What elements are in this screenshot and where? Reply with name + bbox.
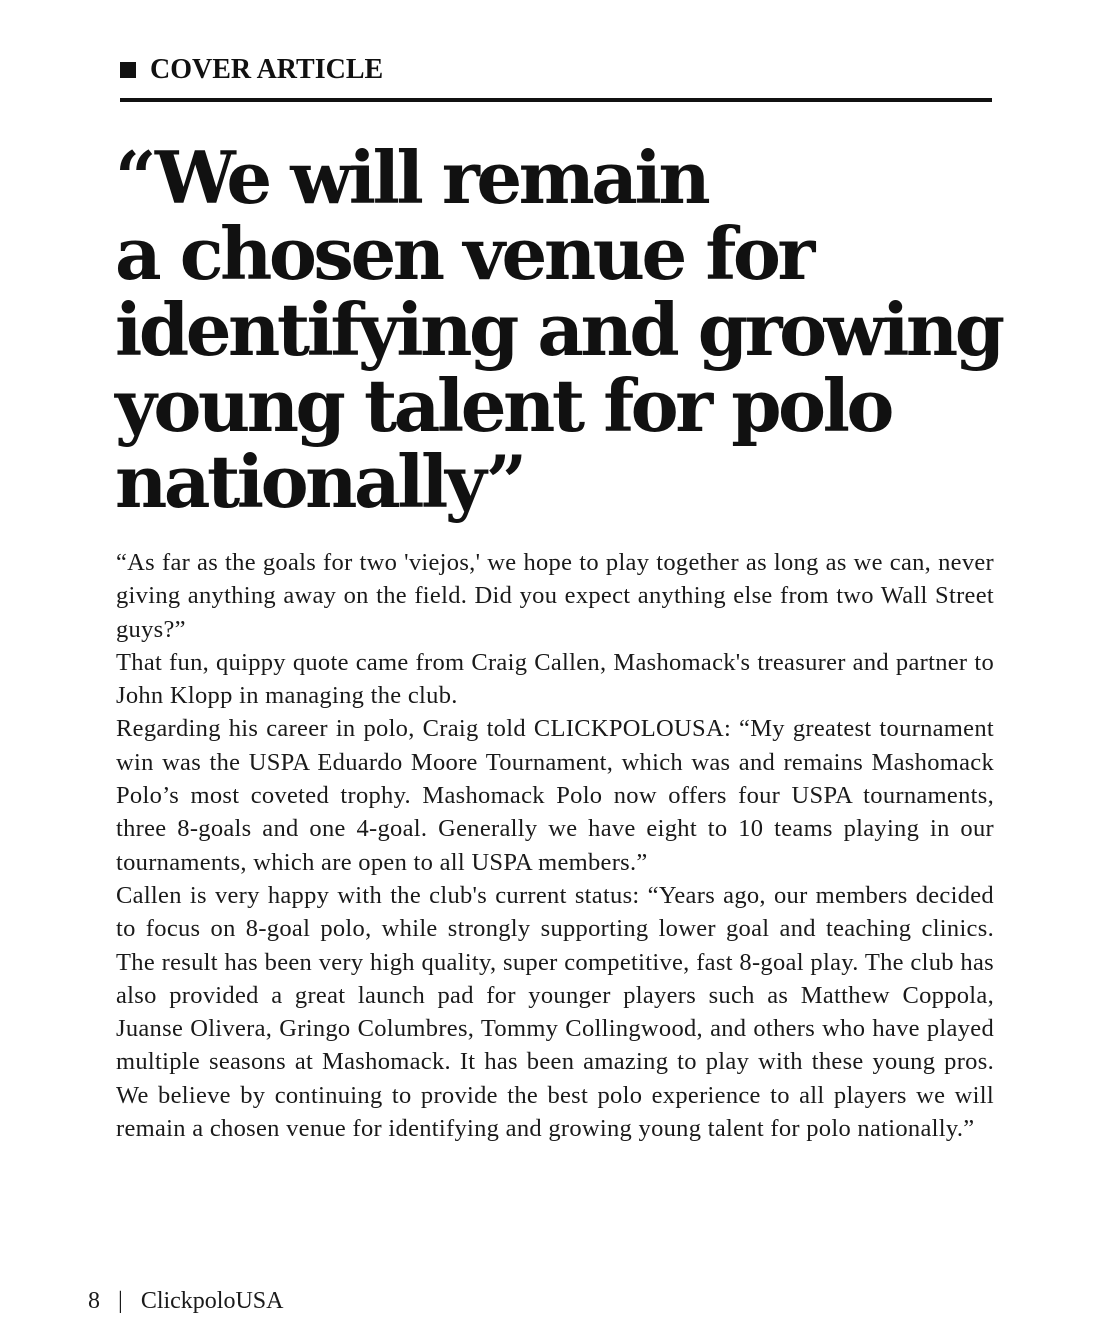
section-divider bbox=[120, 98, 992, 102]
headline-line: “We will remain bbox=[115, 135, 708, 220]
footer-spacer bbox=[129, 1288, 135, 1314]
headline-line: a chosen venue for bbox=[115, 211, 812, 296]
page-footer bbox=[88, 1286, 284, 1316]
footer-separator: | bbox=[118, 1288, 123, 1314]
body-paragraph: Regarding his career in polo, Craig told CLICKPOLOUSA: “My greatest tournament win was the USPA Eduardo Moore Tournament, which was and remains Mashomack Polo’s most coveted trophy. Mashomack Polo now offers four USPA tournaments, three 8-goals and one 4-goal. Generally we have eight to 10 teams playing in our tournaments, which are open to all USPA members.” bbox=[116, 715, 994, 876]
body-paragraph: “As far as the goals for two 'viejos,' we hope to play together as long as we can, never giving anything away on the field. Did you expect anything else from two Wall Street guys?” bbox=[116, 549, 994, 643]
publication-name: ClickpoloUSA bbox=[140, 1288, 284, 1314]
section-label: COVER ARTICLE bbox=[150, 54, 384, 85]
headline bbox=[115, 135, 1002, 524]
section-header bbox=[120, 52, 992, 104]
article-body bbox=[116, 546, 994, 1145]
footer-spacer bbox=[106, 1288, 112, 1314]
page-number: 8 bbox=[88, 1288, 100, 1314]
body-paragraph: That fun, quippy quote came from Craig Callen, Mashomack's treasurer and partner to John Klopp in managing the club. bbox=[116, 648, 994, 710]
headline-line: identifying and growing bbox=[115, 287, 1002, 372]
body-paragraph: Callen is very happy with the club's current status: “Years ago, our members decided to focus on 8-goal polo, while strongly supporting lower goal and teaching clinics. The result has been very high quality, super competitive, fast 8-goal play. The club has also provided a great launch pad for younger players such as Matthew Coppola, Juanse Olivera, Gringo Columbres, Tommy Collingwood, and others who have played multiple seasons at Mashomack. It has been amazing to play with these young pros. We believe by continuing to provide the best polo experience to all players we will remain a chosen venue for identifying and growing young talent for polo nationally.” bbox=[116, 881, 994, 1143]
headline-line: nationally” bbox=[115, 439, 524, 524]
section-square-icon bbox=[120, 62, 136, 78]
headline-line: young talent for polo bbox=[115, 363, 891, 448]
